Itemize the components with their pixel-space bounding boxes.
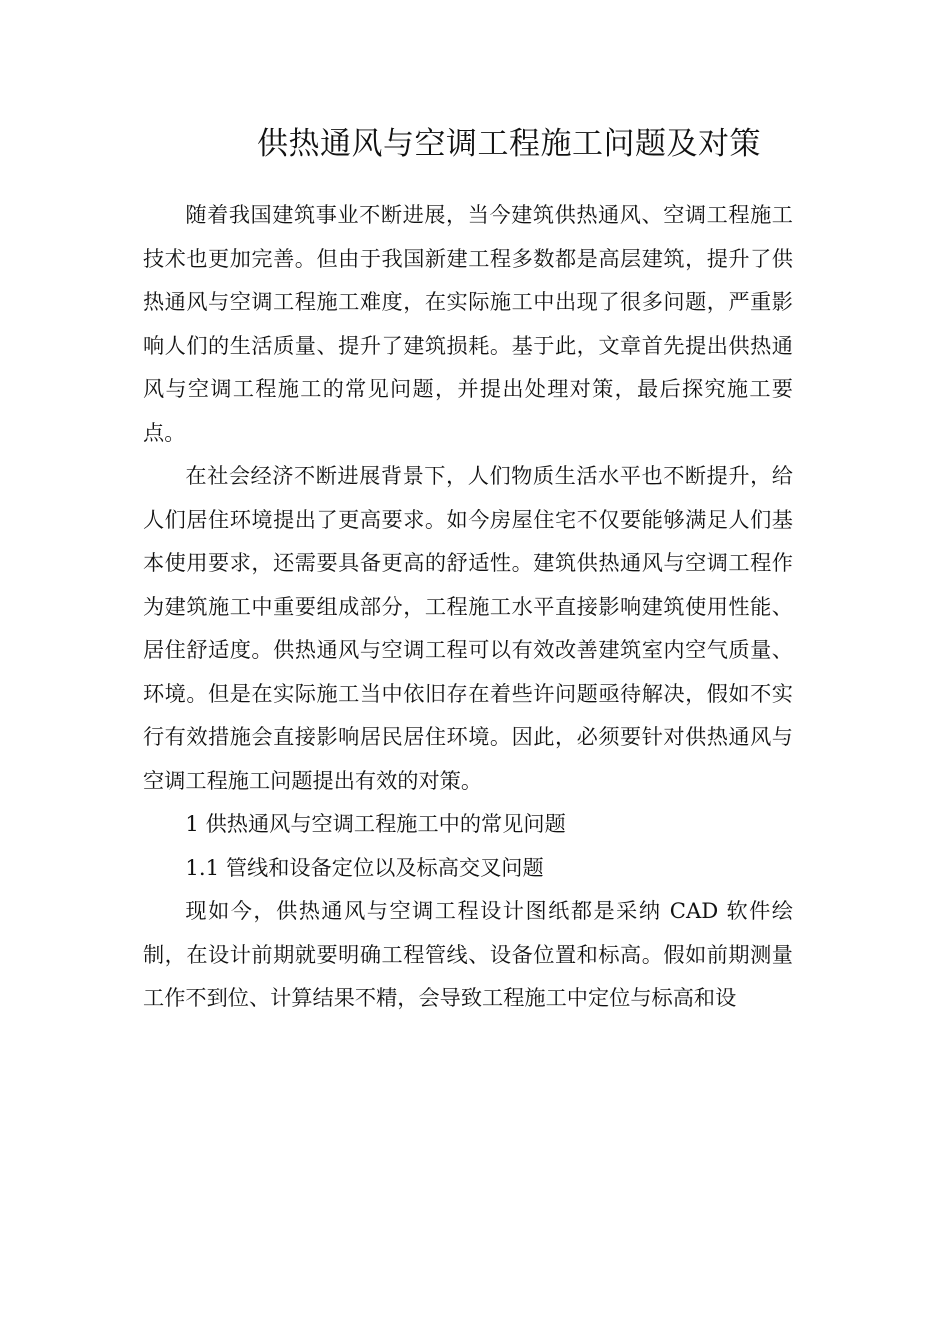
subsection-heading-1-1: 1.1 管线和设备定位以及标高交叉问题	[185, 854, 544, 880]
document-title: 供热通风与空调工程施工问题及对策	[257, 126, 761, 162]
paragraph-background: 在社会经济不断进展背景下，人们物质生活水平也不断提升，给人们居住环境提出了更高要求。如今房屋住宅不仅要能够满足人们基本使用要求，还需要具备更高的舒适性。建筑供热通风与空调工程作为建筑施工中重要组成部分，工程施工水平直接影响建筑使用性能、居住舒适度。供热通风与空调工程可以有效改善建筑室内空气质量、环境。但是在实际施工当中依旧存在着些许问题亟待解决，假如不实行有效措施会直接影响居民居住环境。因此，必须要针对供热通风与空调工程施工问题提出有效的对策。	[143, 463, 793, 793]
document-body	[143, 193, 793, 1020]
section-heading-1: 1 供热通风与空调工程施工中的常见问题	[185, 811, 566, 836]
paragraph-section-1-1: 现如今，供热通风与空调工程设计图纸都是采纳 CAD 软件绘制，在设计前期就要明确工程管线、设备位置和标高。假如前期测量工作不到位、计算结果不精，会导致工程施工中定位与标高和设	[143, 898, 793, 1010]
paragraph-intro: 随着我国建筑事业不断进展，当今建筑供热通风、空调工程施工技术也更加完善。但由于我国新建工程多数都是高层建筑，提升了供热通风与空调工程施工难度，在实际施工中出现了很多问题，严重影响人们的生活质量、提升了建筑损耗。基于此，文章首先提出供热通风与空调工程施工的常见问题，并提出处理对策，最后探究施工要点。	[143, 202, 793, 445]
